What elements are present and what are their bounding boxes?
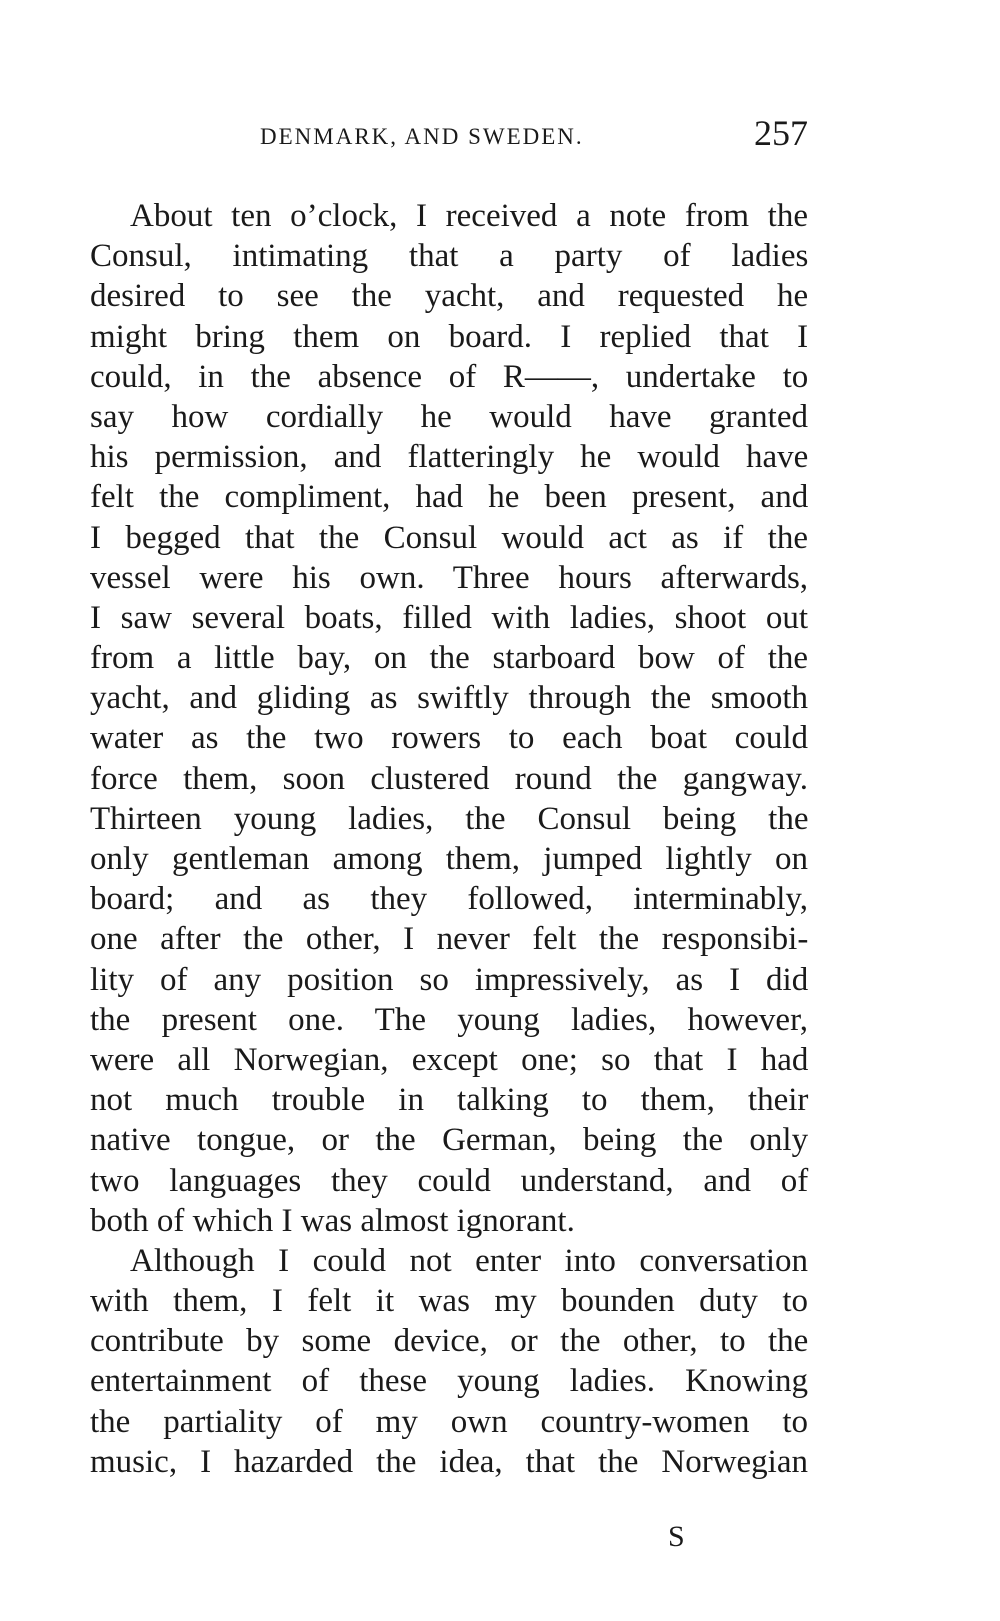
text-line: Consul, intimating that a party of ladies [90,238,809,275]
running-title: DENMARK, AND SWEDEN. [260,124,584,149]
text-line: with them, I felt it was my bounden duty to [90,1283,808,1320]
text-line: two languages they could understand, and of [90,1162,809,1199]
text-line: felt the compliment, had he been present, and [90,479,809,516]
text-line: contribute by some device, or the other, to the [90,1323,809,1360]
text-line: native tongue, or the German, being the only [90,1122,809,1159]
text-line: the present one. The young ladies, however, [90,1001,808,1038]
text-line: not much trouble in talking to them, their [90,1082,809,1119]
running-head [90,112,808,162]
text-line: yacht, and gliding as swiftly through the smooth [90,680,808,717]
text-line: Thirteen young ladies, the Consul being the [90,800,809,837]
text-line: water as the two rowers to each boat could [90,720,808,757]
text-line: could, in the absence of R——, undertake to [90,358,809,395]
paragraph-1 [90,196,808,1241]
text-line: one after the other, I never felt the responsibi- [90,921,809,958]
signature-mark: S [668,1520,685,1553]
text-line: his permission, and flatteringly he would have [90,439,809,476]
text-line: entertainment of these young ladies. Knowing [90,1363,808,1400]
page-number: 257 [754,113,808,153]
text-line: both of which I was almost ignorant. [90,1202,575,1239]
text-line: I saw several boats, filled with ladies, shoot out [90,599,808,636]
text-line: from a little bay, on the starboard bow of the [90,640,809,677]
text-line: desired to see the yacht, and requested he [90,278,809,315]
text-line: only gentleman among them, jumped lightly on [90,841,808,877]
text-line: were all Norwegian, except one; so that I had [90,1041,809,1078]
text-line: I begged that the Consul would act as if the [90,519,808,556]
paragraph-2 [90,1241,808,1482]
text-line: board; and as they followed, interminably, [90,881,808,918]
text-line: lity of any position so impressively, as I did [90,961,809,998]
text-line: vessel were his own. Three hours afterwards, [90,559,809,596]
text-line: About ten o’clock, I received a note from the [130,198,808,234]
body-text [90,196,808,1482]
text-line: the partiality of my own country-women to [90,1403,809,1440]
text-line: say how cordially he would have granted [90,398,808,435]
text-line: might bring them on board. I replied that I [90,318,809,355]
text-line: Although I could not enter into conversation [130,1242,808,1279]
text-line: force them, soon clustered round the gangway. [90,760,808,797]
text-line: music, I hazarded the idea, that the Norwegian [90,1443,808,1480]
